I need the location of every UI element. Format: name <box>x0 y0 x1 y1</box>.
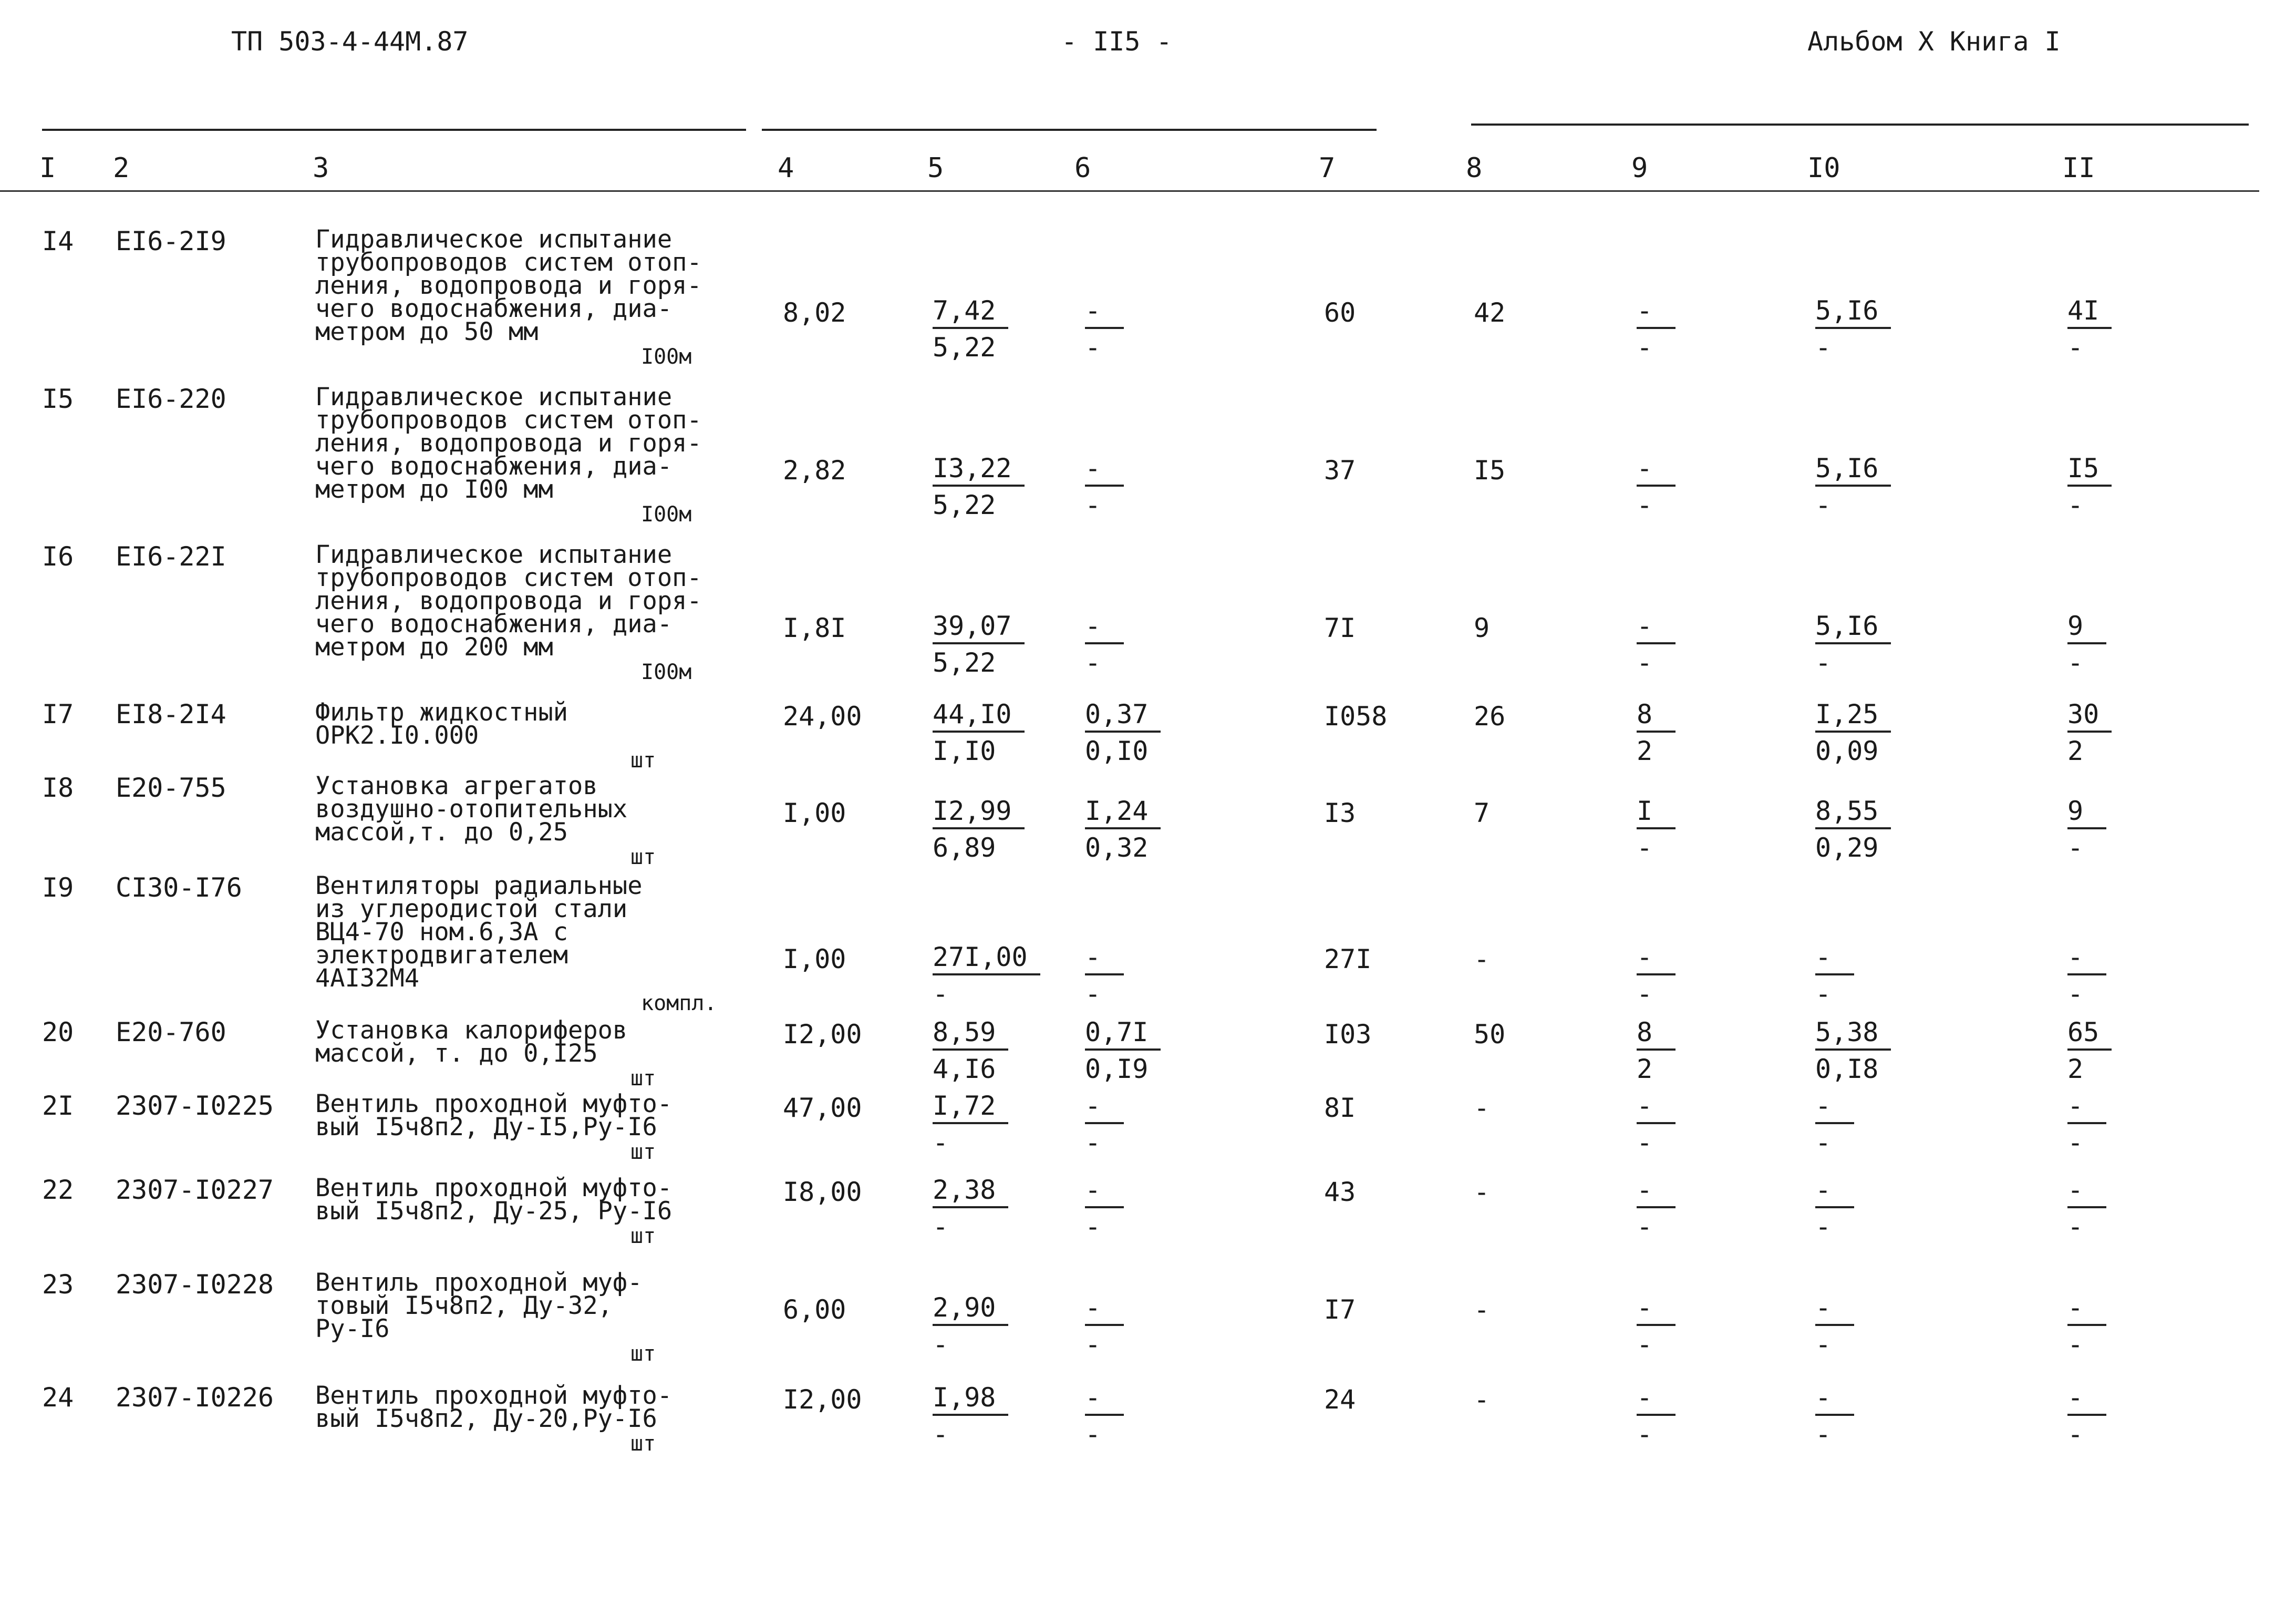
fraction-denominator: - <box>1815 332 1832 363</box>
total-cost: I7 <box>1324 1294 1356 1325</box>
fraction-numerator: - <box>1637 1384 1676 1416</box>
rate-code: 2307-I0227 <box>116 1175 274 1205</box>
fraction-numerator: 44,I0 <box>933 701 1025 733</box>
cost-fraction <box>1637 1019 1676 1082</box>
labor-cost: 42 <box>1474 297 1506 328</box>
fraction-denominator: - <box>1637 490 1653 520</box>
fraction-denominator: - <box>1637 332 1653 363</box>
unit-of-measure: шт <box>630 1342 656 1366</box>
fraction-denominator: 0,I9 <box>1085 1054 1149 1084</box>
fraction-denominator: 5,22 <box>933 490 996 520</box>
cost-fraction <box>1085 1177 1124 1240</box>
fraction-denominator: 5,22 <box>933 332 996 363</box>
cost-fraction <box>2067 701 2112 764</box>
fraction-denominator: - <box>2067 1329 2084 1360</box>
fraction-denominator: 2 <box>2067 736 2084 766</box>
column-number: 3 <box>313 152 329 184</box>
fraction-numerator: - <box>2067 1177 2106 1208</box>
fraction-denominator: - <box>2067 1211 2084 1242</box>
fraction-numerator: I2,99 <box>933 798 1025 829</box>
quantity: I,00 <box>783 944 846 974</box>
fraction-denominator: - <box>1085 1211 1101 1242</box>
unit-of-measure: шт <box>630 1432 656 1456</box>
unit-of-measure: I00м <box>641 345 692 369</box>
fraction-numerator: 8 <box>1637 701 1676 733</box>
fraction-denominator: 0,I8 <box>1815 1054 1879 1084</box>
fraction-denominator: 6,89 <box>933 832 996 863</box>
work-description: Вентиляторы радиальные из углеродистой стали ВЦ4-70 ном.6,3А с электродвигателем 4АI32М4 <box>315 871 643 993</box>
labor-cost: 7 <box>1474 798 1490 828</box>
fraction-numerator: I,24 <box>1085 798 1161 829</box>
labor-cost: I5 <box>1474 455 1506 486</box>
fraction-numerator: - <box>1815 944 1854 975</box>
rate-code: CI30-I76 <box>116 872 242 903</box>
total-cost: I3 <box>1324 798 1356 828</box>
column-number: 6 <box>1074 152 1091 184</box>
cost-fraction <box>1085 1093 1124 1156</box>
cost-fraction <box>1637 701 1676 764</box>
total-cost: 37 <box>1324 455 1356 486</box>
fraction-numerator: - <box>1085 455 1124 487</box>
rate-code: EI6-2I9 <box>116 226 226 256</box>
work-description: Установка агрегатов воздушно-отопительных массой,т. до 0,25 <box>315 772 628 847</box>
cost-fraction <box>933 613 1025 676</box>
fraction-numerator: 5,I6 <box>1815 613 1891 644</box>
row-number: 20 <box>42 1017 74 1047</box>
cost-fraction <box>1085 1019 1161 1082</box>
fraction-denominator: - <box>933 1211 949 1242</box>
labor-cost: 50 <box>1474 1019 1506 1050</box>
labor-cost: - <box>1474 1384 1490 1415</box>
fraction-denominator: 0,32 <box>1085 832 1149 863</box>
cost-fraction <box>933 798 1025 861</box>
unit-of-measure: шт <box>630 1140 656 1164</box>
cost-fraction <box>1815 944 1854 1007</box>
cost-fraction <box>933 1019 1008 1082</box>
total-cost: 43 <box>1324 1177 1356 1207</box>
cost-fraction <box>1637 798 1676 861</box>
fraction-denominator: 0,I0 <box>1085 736 1149 766</box>
cost-fraction <box>2067 1093 2106 1156</box>
fraction-denominator: - <box>2067 979 2084 1009</box>
fraction-denominator: - <box>933 1127 949 1158</box>
fraction-denominator: - <box>1637 1211 1653 1242</box>
cost-fraction <box>1815 1177 1854 1240</box>
fraction-numerator: - <box>1815 1294 1854 1326</box>
fraction-denominator: - <box>1085 1419 1101 1449</box>
total-cost: 7I <box>1324 613 1356 643</box>
cost-fraction <box>2067 798 2106 861</box>
quantity: 8,02 <box>783 297 846 328</box>
cost-fraction <box>1637 297 1676 361</box>
fraction-denominator: - <box>1815 1127 1832 1158</box>
fraction-denominator: - <box>1637 1329 1653 1360</box>
row-number: I9 <box>42 872 74 903</box>
fraction-numerator: - <box>1637 1294 1676 1326</box>
quantity: I2,00 <box>783 1019 862 1050</box>
fraction-denominator: - <box>2067 1419 2084 1449</box>
cost-fraction <box>2067 944 2106 1007</box>
fraction-numerator: 5,38 <box>1815 1019 1891 1051</box>
row-number: I8 <box>42 773 74 803</box>
rate-code: E20-760 <box>116 1017 226 1047</box>
fraction-denominator: - <box>2067 647 2084 678</box>
cost-fraction <box>1815 1019 1891 1082</box>
total-cost: 60 <box>1324 297 1356 328</box>
cost-fraction <box>1637 1177 1676 1240</box>
labor-cost: 9 <box>1474 613 1490 643</box>
work-description: Вентиль проходной муфто- вый I5ч8п2, Ду-20,Ру-I6 <box>315 1381 673 1433</box>
page-number: - II5 - <box>1061 26 1172 57</box>
rate-code: EI8-2I4 <box>116 699 226 729</box>
fraction-numerator: I,72 <box>933 1093 1008 1124</box>
unit-of-measure: I00м <box>641 660 692 684</box>
labor-cost: 26 <box>1474 701 1506 732</box>
fraction-denominator: - <box>1815 647 1832 678</box>
fraction-numerator: - <box>2067 944 2106 975</box>
column-number: 2 <box>113 152 130 184</box>
cost-fraction <box>1637 1294 1676 1358</box>
fraction-denominator: - <box>1815 1211 1832 1242</box>
rate-code: 2307-I0225 <box>116 1091 274 1121</box>
cost-fraction <box>1815 701 1891 764</box>
fraction-denominator: 4,I6 <box>933 1054 996 1084</box>
quantity: 6,00 <box>783 1294 846 1325</box>
fraction-denominator: - <box>1085 1329 1101 1360</box>
header-rule-left <box>42 129 746 131</box>
column-number: I0 <box>1807 152 1840 184</box>
cost-fraction <box>933 701 1025 764</box>
work-description: Гидравлическое испытание трубопроводов систем отоп- ления, водопровода и горя- чего водоснабжения, диа- метром до I00 мм <box>315 383 702 504</box>
cost-fraction <box>1637 944 1676 1007</box>
rate-code: EI6-220 <box>116 384 226 414</box>
rate-code: EI6-22I <box>116 541 226 572</box>
cost-fraction <box>2067 1177 2106 1240</box>
column-number: 9 <box>1631 152 1648 184</box>
work-description: Фильтр жидкостный ОРК2.I0.000 <box>315 698 568 750</box>
work-description: Гидравлическое испытание трубопроводов систем отоп- ления, водопровода и горя- чего водоснабжения, диа- метром до 200 мм <box>315 540 702 662</box>
fraction-numerator: - <box>1815 1093 1854 1124</box>
fraction-numerator: - <box>1085 944 1124 975</box>
fraction-numerator: 27I,00 <box>933 944 1040 975</box>
fraction-numerator: - <box>1085 1294 1124 1326</box>
cost-fraction <box>933 1093 1008 1156</box>
fraction-numerator: - <box>1085 1384 1124 1416</box>
cost-fraction <box>2067 297 2112 361</box>
total-cost: 24 <box>1324 1384 1356 1415</box>
row-number: I7 <box>42 699 74 729</box>
cost-fraction <box>933 944 1040 1007</box>
cost-fraction <box>1085 798 1161 861</box>
fraction-numerator: 8,59 <box>933 1019 1008 1051</box>
cost-fraction <box>1085 1294 1124 1358</box>
cost-fraction <box>1085 297 1124 361</box>
unit-of-measure: шт <box>630 1224 656 1248</box>
cost-fraction <box>2067 613 2106 676</box>
fraction-denominator: - <box>2067 832 2084 863</box>
quantity: I2,00 <box>783 1384 862 1415</box>
work-description: Установка калориферов массой, т. до 0,I25 <box>315 1016 628 1068</box>
column-number: 5 <box>927 152 944 184</box>
fraction-numerator: - <box>1085 297 1124 329</box>
rate-code: E20-755 <box>116 773 226 803</box>
cost-fraction <box>2067 455 2112 518</box>
rate-code: 2307-I0228 <box>116 1269 274 1300</box>
fraction-denominator: - <box>1637 647 1653 678</box>
cost-fraction <box>2067 1384 2106 1447</box>
fraction-numerator: I5 <box>2067 455 2112 487</box>
fraction-denominator: - <box>933 979 949 1009</box>
fraction-numerator: - <box>1085 613 1124 644</box>
fraction-numerator: 2,90 <box>933 1294 1008 1326</box>
fraction-numerator: - <box>2067 1093 2106 1124</box>
cost-fraction <box>1815 1294 1854 1358</box>
fraction-numerator: 5,I6 <box>1815 455 1891 487</box>
cost-fraction <box>1637 455 1676 518</box>
fraction-denominator: - <box>1815 1419 1832 1449</box>
fraction-numerator: - <box>1637 944 1676 975</box>
fraction-denominator: 0,29 <box>1815 832 1879 863</box>
row-number: 24 <box>42 1382 74 1413</box>
fraction-numerator: - <box>1815 1177 1854 1208</box>
quantity: 2,82 <box>783 455 846 486</box>
fraction-numerator: 2,38 <box>933 1177 1008 1208</box>
cost-fraction <box>933 297 1008 361</box>
fraction-numerator: - <box>1637 613 1676 644</box>
rate-code: 2307-I0226 <box>116 1382 274 1413</box>
row-number: I4 <box>42 226 74 256</box>
fraction-denominator: - <box>933 1419 949 1449</box>
fraction-denominator: - <box>1815 490 1832 520</box>
unit-of-measure: I00м <box>641 502 692 527</box>
cost-fraction <box>1085 1384 1124 1447</box>
fraction-denominator: - <box>1637 832 1653 863</box>
labor-cost: - <box>1474 1093 1490 1123</box>
work-description: Вентиль проходной муфто- вый I5ч8п2, Ду-I5,Ру-I6 <box>315 1089 673 1142</box>
row-number: 23 <box>42 1269 74 1300</box>
cost-fraction <box>1085 455 1124 518</box>
cost-fraction <box>1085 701 1161 764</box>
fraction-denominator: - <box>2067 1127 2084 1158</box>
document-code: ТП 503-4-44М.87 <box>231 26 469 57</box>
fraction-denominator: 2 <box>1637 736 1653 766</box>
quantity: I8,00 <box>783 1177 862 1207</box>
fraction-numerator: 30 <box>2067 701 2112 733</box>
fraction-numerator: - <box>1637 1093 1676 1124</box>
fraction-numerator: I <box>1637 798 1676 829</box>
row-number: 2I <box>42 1091 74 1121</box>
fraction-numerator: - <box>1815 1384 1854 1416</box>
fraction-denominator: - <box>1815 1329 1832 1360</box>
fraction-numerator: I3,22 <box>933 455 1025 487</box>
quantity: 47,00 <box>783 1093 862 1123</box>
total-cost: 8I <box>1324 1093 1356 1123</box>
cost-fraction <box>1815 297 1891 361</box>
column-number: II <box>2062 152 2095 184</box>
fraction-denominator: - <box>1085 1127 1101 1158</box>
cost-fraction <box>1637 1093 1676 1156</box>
work-description: Гидравлическое испытание трубопроводов систем отоп- ления, водопровода и горя- чего водоснабжения, диа- метром до 50 мм <box>315 225 702 346</box>
unit-of-measure: шт <box>630 748 656 773</box>
fraction-numerator: 9 <box>2067 613 2106 644</box>
cost-fraction <box>933 1384 1008 1447</box>
fraction-denominator: I,I0 <box>933 736 996 766</box>
total-cost: I03 <box>1324 1019 1372 1050</box>
fraction-numerator: 9 <box>2067 798 2106 829</box>
fraction-denominator: - <box>1815 979 1832 1009</box>
fraction-denominator: - <box>1085 332 1101 363</box>
cost-fraction <box>1815 1384 1854 1447</box>
unit-of-measure: компл. <box>641 991 717 1015</box>
fraction-denominator: - <box>2067 332 2084 363</box>
cost-fraction <box>1815 798 1891 861</box>
cost-fraction <box>933 1177 1008 1240</box>
cost-fraction <box>1815 1093 1854 1156</box>
fraction-numerator: I,98 <box>933 1384 1008 1416</box>
fraction-numerator: - <box>2067 1384 2106 1416</box>
cost-fraction <box>933 455 1025 518</box>
labor-cost: - <box>1474 1177 1490 1207</box>
header-rule-middle <box>762 129 1377 131</box>
fraction-numerator: 65 <box>2067 1019 2112 1051</box>
fraction-denominator: - <box>1085 490 1101 520</box>
fraction-denominator: 2 <box>2067 1054 2084 1084</box>
fraction-numerator: - <box>1085 1093 1124 1124</box>
fraction-numerator: - <box>1637 297 1676 329</box>
fraction-denominator: - <box>1637 979 1653 1009</box>
fraction-numerator: I,25 <box>1815 701 1891 733</box>
fraction-denominator: - <box>1085 647 1101 678</box>
cost-fraction <box>933 1294 1008 1358</box>
cost-fraction <box>1637 1384 1676 1447</box>
total-cost: 27I <box>1324 944 1372 974</box>
header-rule-right <box>1471 124 2249 126</box>
fraction-denominator: - <box>1637 1419 1653 1449</box>
row-number: I5 <box>42 384 74 414</box>
quantity: I,8I <box>783 613 846 643</box>
fraction-numerator: 8 <box>1637 1019 1676 1051</box>
cost-fraction <box>1085 613 1124 676</box>
fraction-numerator: - <box>1637 1177 1676 1208</box>
column-header-rule <box>0 190 2259 192</box>
unit-of-measure: шт <box>630 845 656 869</box>
cost-fraction <box>1637 613 1676 676</box>
fraction-denominator: 0,09 <box>1815 736 1879 766</box>
work-description: Вентиль проходной муфто- вый I5ч8п2, Ду-25, Ру-I6 <box>315 1174 673 1226</box>
fraction-numerator: 5,I6 <box>1815 297 1891 329</box>
quantity: 24,00 <box>783 701 862 732</box>
fraction-numerator: 39,07 <box>933 613 1025 644</box>
fraction-denominator: - <box>1085 979 1101 1009</box>
fraction-numerator: 8,55 <box>1815 798 1891 829</box>
column-number: 4 <box>778 152 794 184</box>
unit-of-measure: шт <box>630 1066 656 1091</box>
album-label: Альбом X Книга I <box>1807 26 2061 57</box>
total-cost: I058 <box>1324 701 1388 732</box>
fraction-numerator: 0,7I <box>1085 1019 1161 1051</box>
cost-fraction <box>1815 455 1891 518</box>
fraction-numerator: - <box>1085 1177 1124 1208</box>
cost-fraction <box>1085 944 1124 1007</box>
quantity: I,00 <box>783 798 846 828</box>
row-number: I6 <box>42 541 74 572</box>
work-description: Вентиль проходной муф- товый I5ч8п2, Ду-32, Ру-I6 <box>315 1268 643 1343</box>
fraction-numerator: 0,37 <box>1085 701 1161 733</box>
column-number: 7 <box>1319 152 1336 184</box>
labor-cost: - <box>1474 944 1490 974</box>
fraction-denominator: 2 <box>1637 1054 1653 1084</box>
fraction-numerator: - <box>2067 1294 2106 1326</box>
column-number: I <box>39 152 56 184</box>
fraction-denominator: 5,22 <box>933 647 996 678</box>
row-number: 22 <box>42 1175 74 1205</box>
labor-cost: - <box>1474 1294 1490 1325</box>
fraction-denominator: - <box>1637 1127 1653 1158</box>
fraction-numerator: 7,42 <box>933 297 1008 329</box>
cost-fraction <box>2067 1019 2112 1082</box>
fraction-denominator: - <box>933 1329 949 1360</box>
fraction-denominator: - <box>2067 490 2084 520</box>
column-number: 8 <box>1466 152 1483 184</box>
cost-fraction <box>2067 1294 2106 1358</box>
fraction-numerator: - <box>1637 455 1676 487</box>
cost-fraction <box>1815 613 1891 676</box>
fraction-numerator: 4I <box>2067 297 2112 329</box>
